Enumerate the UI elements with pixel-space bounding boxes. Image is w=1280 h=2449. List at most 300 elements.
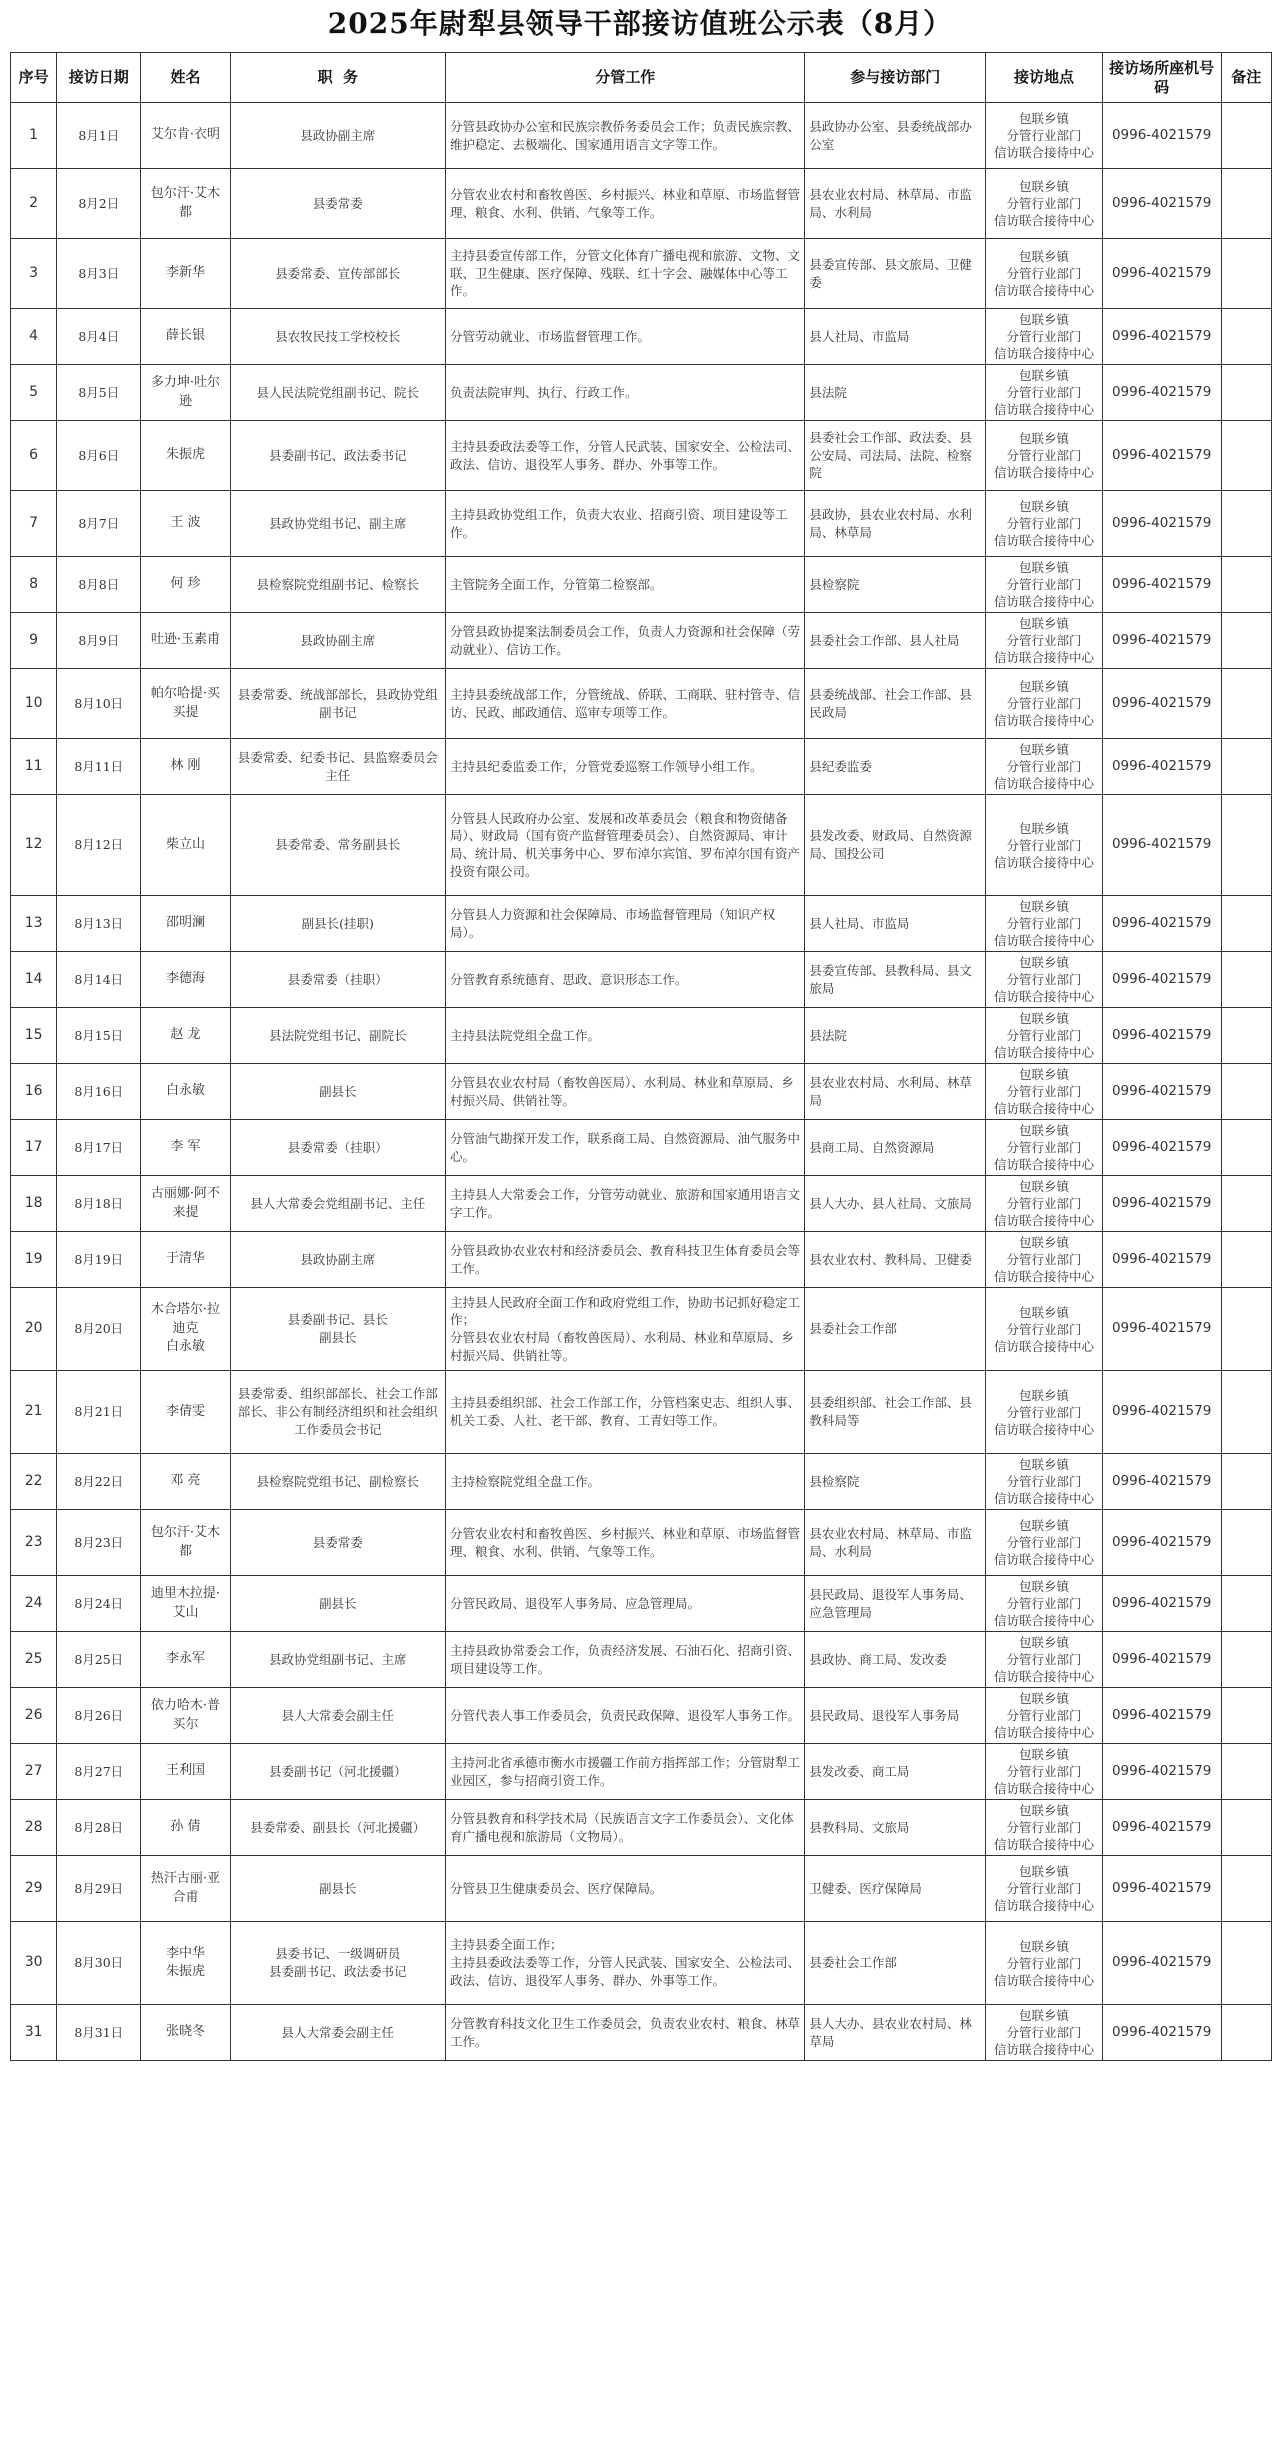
cell-position: 县人大常委会副主任 [230,2005,445,2061]
location-line: 分管行业部门 [1006,1140,1082,1155]
cell-date: 8月30日 [57,1922,141,2005]
location-line: 信访联合接待中心 [993,283,1094,298]
location-line: 分管行业部门 [1006,577,1082,592]
cell-note [1221,1632,1272,1688]
location-line: 包联乡镇 [1018,742,1069,757]
cell-phone: 0996-4021579 [1102,952,1221,1008]
cell-note [1221,1744,1272,1800]
cell-name: 包尔汗·艾木都 [141,169,230,239]
cell-position: 县政协党组副书记、主席 [230,1632,445,1688]
cell-phone: 0996-4021579 [1102,1064,1221,1120]
cell-duties: 分管农业农村和畜牧兽医、乡村振兴、林业和草原、市场监督管理、粮食、水利、供销、气象等工作。 [446,1510,805,1576]
table-row [11,1632,1272,1688]
cell-phone: 0996-4021579 [1102,239,1221,309]
location-line: 信访联合接待中心 [993,1491,1094,1506]
table-row [11,952,1272,1008]
location-line: 包联乡镇 [1018,1691,1069,1706]
cell-duties: 分管油气勘探开发工作，联系商工局、自然资源局、油气服务中心。 [446,1120,805,1176]
location-line: 分管行业部门 [1006,837,1082,853]
cell-date: 8月7日 [57,491,141,557]
cell-depts: 县委社会工作部、县人社局 [805,613,986,669]
cell-name: 热汗古丽·亚合甫 [141,1856,230,1922]
cell-duties: 分管县农业农村局（畜牧兽医局）、水利局、林业和草原局、乡村振兴局、供销社等。 [446,1064,805,1120]
location-line: 分管行业部门 [1006,1652,1082,1667]
cell-location [986,1800,1103,1856]
cell-location [986,952,1103,1008]
cell-location [986,557,1103,613]
cell-date: 8月14日 [57,952,141,1008]
cell-note [1221,1800,1272,1856]
cell-note [1221,1454,1272,1510]
cell-position: 县政协副主席 [230,103,445,169]
cell-phone: 0996-4021579 [1102,557,1221,613]
cell-seq: 3 [11,239,57,309]
cell-name: 白永敏 [141,1064,230,1120]
cell-seq: 20 [11,1288,57,1371]
cell-duties: 分管县人民政府办公室、发展和改革委员会（粮食和物资储备局）、财政局（国有资产监督管理委员会）、自然资源局、审计局、统计局、机关事务中心、罗布淖尔宾馆、罗布淖尔国有资产投资有限公司。 [446,795,805,896]
cell-name: 李德海 [141,952,230,1008]
cell-duties: 主持县委组织部、社会工作部工作，分管档案史志、组织人事、机关工委、人社、老干部、教育、工青妇等工作。 [446,1371,805,1454]
table-row [11,239,1272,309]
cell-depts: 县人大办、县人社局、文旅局 [805,1176,986,1232]
cell-depts: 县法院 [805,1008,986,1064]
cell-position: 县政协党组书记、副主席 [230,491,445,557]
cell-depts: 县发改委、财政局、自然资源局、国投公司 [805,795,986,896]
location-line: 包联乡镇 [1018,820,1069,836]
location-line: 包联乡镇 [1018,111,1069,126]
location-line: 分管行业部门 [1006,128,1082,143]
location-line: 分管行业部门 [1006,329,1082,344]
location-line: 包联乡镇 [1018,1518,1069,1533]
table-row [11,2005,1272,2061]
location-line: 信访联合接待中心 [993,1157,1094,1172]
cell-duties: 分管县人力资源和社会保障局、市场监督管理局（知识产权局）。 [446,896,805,952]
cell-phone: 0996-4021579 [1102,1288,1221,1371]
cell-duties: 分管劳动就业、市场监督管理工作。 [446,309,805,365]
duty-table [10,52,1272,2061]
cell-duties: 分管教育系统德育、思政、意识形态工作。 [446,952,805,1008]
cell-phone: 0996-4021579 [1102,2005,1221,2061]
location-line: 包联乡镇 [1018,1803,1069,1818]
location-line: 分管行业部门 [1006,916,1082,931]
cell-seq: 2 [11,169,57,239]
location-line: 信访联合接待中心 [993,1269,1094,1284]
location-line: 信访联合接待中心 [993,713,1094,728]
location-line: 包联乡镇 [1018,2008,1069,2023]
cell-location [986,1510,1103,1576]
cell-name: 朱振虎 [141,421,230,491]
cell-position: 县委常委（挂职） [230,1120,445,1176]
cell-name: 依力哈木·普买尔 [141,1688,230,1744]
location-line: 分管行业部门 [1006,1252,1082,1267]
cell-location [986,896,1103,952]
cell-phone: 0996-4021579 [1102,1008,1221,1064]
cell-location [986,669,1103,739]
location-line: 包联乡镇 [1018,1387,1069,1403]
location-line: 信访联合接待中心 [993,1837,1094,1852]
cell-phone: 0996-4021579 [1102,1371,1221,1454]
cell-seq: 10 [11,669,57,739]
location-line: 信访联合接待中心 [993,1045,1094,1060]
location-line: 信访联合接待中心 [993,1725,1094,1740]
cell-position: 县政协副主席 [230,1232,445,1288]
cell-phone: 0996-4021579 [1102,795,1221,896]
cell-duties: 主持县委统战部工作，分管统战、侨联、工商联、驻村管寺、信访、民政、邮政通信、巡审专项等工作。 [446,669,805,739]
cell-phone: 0996-4021579 [1102,103,1221,169]
cell-name: 张晓冬 [141,2005,230,2061]
cell-phone: 0996-4021579 [1102,613,1221,669]
cell-phone: 0996-4021579 [1102,669,1221,739]
table-row [11,1454,1272,1510]
cell-duties: 主持县政协党组工作，负责大农业、招商引资、项目建设等工作。 [446,491,805,557]
cell-note [1221,1510,1272,1576]
cell-date: 8月11日 [57,739,141,795]
cell-name: 柴立山 [141,795,230,896]
cell-seq: 7 [11,491,57,557]
table-row [11,1576,1272,1632]
cell-duties: 分管县政协提案法制委员会工作，负责人力资源和社会保障（劳动就业）、信访工作。 [446,613,805,669]
cell-date: 8月19日 [57,1232,141,1288]
cell-depts: 县民政局、退役军人事务局 [805,1688,986,1744]
cell-location [986,1176,1103,1232]
location-line: 包联乡镇 [1018,1235,1069,1250]
cell-depts: 县纪委监委 [805,739,986,795]
cell-seq: 23 [11,1510,57,1576]
location-line: 信访联合接待中心 [993,213,1094,228]
cell-phone: 0996-4021579 [1102,1800,1221,1856]
cell-date: 8月22日 [57,1454,141,1510]
cell-date: 8月23日 [57,1510,141,1576]
cell-seq: 16 [11,1064,57,1120]
cell-seq: 24 [11,1576,57,1632]
table-row [11,1176,1272,1232]
cell-location [986,1120,1103,1176]
location-line: 包联乡镇 [1018,1179,1069,1194]
location-line: 包联乡镇 [1018,1304,1069,1320]
cell-seq: 1 [11,103,57,169]
location-line: 信访联合接待中心 [993,402,1094,417]
cell-name: 孙 倩 [141,1800,230,1856]
location-line: 分管行业部门 [1006,696,1082,711]
table-row [11,795,1272,896]
location-line: 信访联合接待中心 [993,2042,1094,2057]
cell-note [1221,1176,1272,1232]
cell-position: 县委副书记、政法委书记 [230,421,445,491]
cell-depts: 县农业农村局、林草局、市监局、水利局 [805,169,986,239]
cell-note [1221,103,1272,169]
location-line: 包联乡镇 [1018,249,1069,264]
location-line: 包联乡镇 [1018,1579,1069,1594]
cell-duties: 分管农业农村和畜牧兽医、乡村振兴、林业和草原、市场监督管理、粮食、水利、供销、气象等工作。 [446,169,805,239]
location-line: 信访联合接待中心 [993,776,1094,791]
cell-seq: 22 [11,1454,57,1510]
cell-duties: 分管县政协农业农村和经济委员会、教育科技卫生体育委员会等工作。 [446,1232,805,1288]
table-row [11,1288,1272,1371]
cell-depts: 县政协，县农业农村局、水利局、林草局 [805,491,986,557]
header-position: 职 务 [230,53,445,103]
cell-duties: 分管民政局、退役军人事务局、应急管理局。 [446,1576,805,1632]
cell-seq: 6 [11,421,57,491]
cell-location [986,1454,1103,1510]
table-row [11,1688,1272,1744]
cell-date: 8月18日 [57,1176,141,1232]
cell-note [1221,557,1272,613]
cell-depts: 县农业农村局、林草局、市监局、水利局 [805,1510,986,1576]
location-line: 分管行业部门 [1006,1596,1082,1611]
cell-depts: 县商工局、自然资源局 [805,1120,986,1176]
cell-location [986,613,1103,669]
cell-position: 副县长 [230,1856,445,1922]
cell-note [1221,1856,1272,1922]
cell-name: 木合塔尔·拉迪克 白永敏 [141,1288,230,1371]
cell-depts: 县委宣传部、县教科局、县文旅局 [805,952,986,1008]
location-line: 包联乡镇 [1018,431,1069,446]
location-line: 信访联合接待中心 [993,1781,1094,1796]
location-line: 分管行业部门 [1006,1084,1082,1099]
location-line: 信访联合接待中心 [993,1613,1094,1628]
cell-note [1221,739,1272,795]
location-line: 信访联合接待中心 [993,346,1094,361]
cell-note [1221,1922,1272,2005]
table-row [11,557,1272,613]
header-note: 备注 [1221,53,1272,103]
cell-duties: 主持县纪委监委工作，分管党委巡察工作领导小组工作。 [446,739,805,795]
cell-date: 8月17日 [57,1120,141,1176]
location-line: 分管行业部门 [1006,1820,1082,1835]
location-line: 信访联合接待中心 [993,1898,1094,1913]
table-row [11,1856,1272,1922]
cell-phone: 0996-4021579 [1102,309,1221,365]
cell-depts: 县检察院 [805,1454,986,1510]
location-line: 分管行业部门 [1006,1955,1082,1971]
cell-position: 副县长 [230,1576,445,1632]
header-phone: 接访场所座机号码 [1102,53,1221,103]
header-name: 姓名 [141,53,230,103]
cell-duties: 分管教育科技文化卫生工作委员会，负责农业农村、粮食、林草工作。 [446,2005,805,2061]
location-line: 信访联合接待中心 [993,1669,1094,1684]
location-line: 分管行业部门 [1006,1881,1082,1896]
cell-phone: 0996-4021579 [1102,1176,1221,1232]
cell-note [1221,309,1272,365]
table-row [11,491,1272,557]
cell-location [986,421,1103,491]
cell-depts: 县政协办公室、县委统战部办公室 [805,103,986,169]
cell-seq: 19 [11,1232,57,1288]
cell-note [1221,1688,1272,1744]
cell-position: 县委常委（挂职） [230,952,445,1008]
location-line: 信访联合接待中心 [993,989,1094,1004]
location-line: 包联乡镇 [1018,1864,1069,1879]
cell-note [1221,1371,1272,1454]
cell-position: 县委常委、常务副县长 [230,795,445,896]
cell-note [1221,896,1272,952]
cell-name: 薛长银 [141,309,230,365]
location-line: 分管行业部门 [1006,1321,1082,1337]
location-line: 信访联合接待中心 [993,594,1094,609]
cell-date: 8月9日 [57,613,141,669]
cell-position: 县法院党组书记、副院长 [230,1008,445,1064]
location-line: 包联乡镇 [1018,1938,1069,1954]
cell-location [986,739,1103,795]
location-line: 分管行业部门 [1006,448,1082,463]
cell-date: 8月28日 [57,1800,141,1856]
cell-location [986,1856,1103,1922]
cell-name: 邓 亮 [141,1454,230,1510]
table-row [11,1800,1272,1856]
cell-location [986,1744,1103,1800]
cell-date: 8月20日 [57,1288,141,1371]
location-line: 信访联合接待中心 [993,533,1094,548]
table-row [11,421,1272,491]
cell-name: 迪里木拉提·艾山 [141,1576,230,1632]
cell-phone: 0996-4021579 [1102,1744,1221,1800]
table-row [11,896,1272,952]
location-line: 包联乡镇 [1018,1011,1069,1026]
location-line: 信访联合接待中心 [993,145,1094,160]
cell-location [986,1922,1103,2005]
cell-position: 副县长(挂职) [230,896,445,952]
location-line: 包联乡镇 [1018,1747,1069,1762]
table-row [11,1120,1272,1176]
cell-seq: 5 [11,365,57,421]
cell-position: 县委书记、一级调研员 县委副书记、政法委书记 [230,1922,445,2005]
cell-date: 8月15日 [57,1008,141,1064]
cell-duties: 主持检察院党组全盘工作。 [446,1454,805,1510]
location-line: 分管行业部门 [1006,1028,1082,1043]
cell-name: 林 刚 [141,739,230,795]
header-seq: 序号 [11,53,57,103]
cell-date: 8月4日 [57,309,141,365]
cell-location [986,1008,1103,1064]
cell-position: 县检察院党组副书记、检察长 [230,557,445,613]
cell-position: 副县长 [230,1064,445,1120]
cell-position: 县委副书记、县长 副县长 [230,1288,445,1371]
cell-date: 8月26日 [57,1688,141,1744]
cell-phone: 0996-4021579 [1102,421,1221,491]
cell-name: 何 珍 [141,557,230,613]
location-line: 分管行业部门 [1006,385,1082,400]
cell-name: 帕尔哈提·买买提 [141,669,230,739]
table-row [11,669,1272,739]
location-line: 分管行业部门 [1006,1474,1082,1489]
cell-seq: 11 [11,739,57,795]
cell-depts: 县委组织部、社会工作部、县教科局等 [805,1371,986,1454]
cell-depts: 县教科局、文旅局 [805,1800,986,1856]
cell-duties: 主持县人民政府全面工作和政府党组工作，协助书记抓好稳定工作； 分管县农业农村局（畜牧兽医局）、水利局、林业和草原局、乡村振兴局、供销社等。 [446,1288,805,1371]
cell-depts: 县委宣传部、县文旅局、卫健委 [805,239,986,309]
cell-seq: 4 [11,309,57,365]
cell-depts: 卫健委、医疗保障局 [805,1856,986,1922]
cell-date: 8月5日 [57,365,141,421]
cell-depts: 县人大办、县农业农村局、林草局 [805,2005,986,2061]
cell-date: 8月25日 [57,1632,141,1688]
table-row [11,365,1272,421]
location-line: 包联乡镇 [1018,1123,1069,1138]
cell-name: 多力坤·吐尔逊 [141,365,230,421]
cell-location [986,365,1103,421]
cell-note [1221,1232,1272,1288]
location-line: 包联乡镇 [1018,179,1069,194]
cell-note [1221,1576,1272,1632]
cell-depts: 县发改委、商工局 [805,1744,986,1800]
cell-seq: 29 [11,1856,57,1922]
cell-note [1221,1064,1272,1120]
cell-seq: 28 [11,1800,57,1856]
cell-name: 于清华 [141,1232,230,1288]
cell-location [986,2005,1103,2061]
location-line: 信访联合接待中心 [993,1101,1094,1116]
cell-depts: 县检察院 [805,557,986,613]
cell-seq: 14 [11,952,57,1008]
cell-date: 8月27日 [57,1744,141,1800]
location-line: 包联乡镇 [1018,1457,1069,1472]
cell-duties: 主持县委宣传部工作，分管文化体育广播电视和旅游、文物、文联、卫生健康、医疗保障、残联、红十字会、融媒体中心等工作。 [446,239,805,309]
location-line: 包联乡镇 [1018,1635,1069,1650]
cell-position: 县委副书记（河北援疆） [230,1744,445,1800]
cell-name: 古丽娜·阿不来提 [141,1176,230,1232]
cell-duties: 主持县人大常委会工作，分管劳动就业、旅游和国家通用语言文字工作。 [446,1176,805,1232]
cell-name: 李永军 [141,1632,230,1688]
cell-name: 包尔汗·艾木都 [141,1510,230,1576]
cell-note [1221,2005,1272,2061]
cell-note [1221,952,1272,1008]
cell-date: 8月12日 [57,795,141,896]
cell-seq: 12 [11,795,57,896]
table-row [11,1008,1272,1064]
cell-location [986,1064,1103,1120]
cell-location [986,103,1103,169]
cell-date: 8月3日 [57,239,141,309]
cell-phone: 0996-4021579 [1102,1232,1221,1288]
cell-position: 县政协副主席 [230,613,445,669]
cell-position: 县委常委、纪委书记、县监察委员会主任 [230,739,445,795]
location-line: 分管行业部门 [1006,1708,1082,1723]
location-line: 分管行业部门 [1006,266,1082,281]
cell-seq: 13 [11,896,57,952]
cell-name: 艾尔肯·衣明 [141,103,230,169]
cell-duties: 分管县卫生健康委员会、医疗保障局。 [446,1856,805,1922]
cell-depts: 县人社局、市监局 [805,309,986,365]
cell-position: 县人大常委会副主任 [230,1688,445,1744]
cell-seq: 25 [11,1632,57,1688]
table-row [11,309,1272,365]
cell-seq: 27 [11,1744,57,1800]
location-line: 分管行业部门 [1006,972,1082,987]
cell-location [986,1688,1103,1744]
cell-note [1221,1008,1272,1064]
cell-location [986,239,1103,309]
cell-duties: 主持县委政法委等工作，分管人民武装、国家安全、公检法司、政法、信访、退役军人事务、群办、外事等工作。 [446,421,805,491]
location-line: 分管行业部门 [1006,759,1082,774]
cell-date: 8月10日 [57,669,141,739]
cell-name: 王 波 [141,491,230,557]
cell-position: 县委常委、组织部部长、社会工作部部长、非公有制经济组织和社会组织工作委员会书记 [230,1371,445,1454]
location-line: 信访联合接待中心 [993,933,1094,948]
cell-date: 8月6日 [57,421,141,491]
cell-seq: 18 [11,1176,57,1232]
header-location: 接访地点 [986,53,1103,103]
location-line: 分管行业部门 [1006,196,1082,211]
cell-position: 县委常委 [230,1510,445,1576]
cell-location [986,795,1103,896]
cell-depts: 县政协、商工局、发改委 [805,1632,986,1688]
cell-seq: 31 [11,2005,57,2061]
location-line: 分管行业部门 [1006,633,1082,648]
location-line: 分管行业部门 [1006,2025,1082,2040]
cell-location [986,1632,1103,1688]
header-duties: 分管工作 [446,53,805,103]
cell-depts: 县民政局、退役军人事务局、应急管理局 [805,1576,986,1632]
